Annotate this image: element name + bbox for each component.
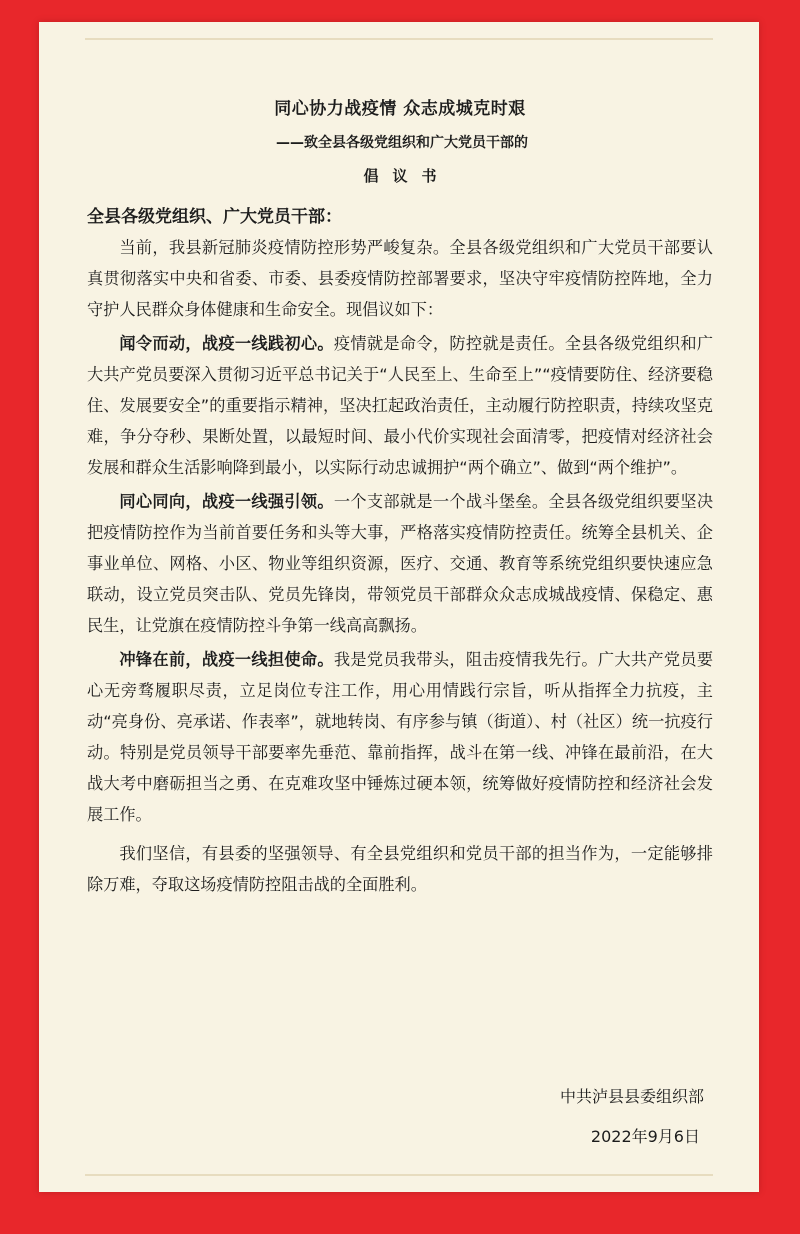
section-lead-3: 冲锋在前，战疫一线担使命。 (119, 650, 334, 669)
document-type-heading: 倡议书 (363, 167, 451, 185)
document-subtitle: ——致全县各级党组织和广大党员干部的 (276, 135, 528, 151)
closing-paragraph: 我们坚信，有县委的坚强领导、有全县党组织和党员干部的担当作为，一定能够排除万难，夺取这场疫情防控阻击战的全面胜利。 (87, 844, 713, 894)
decorative-bottom-rule (85, 1174, 713, 1176)
section-lead-2: 同心同向，战疫一线强引领。 (119, 492, 334, 511)
signature: 中共泸县县委组织部 (559, 1087, 704, 1106)
section-paragraph-2 (87, 486, 713, 641)
section-body-3: 我是党员我带头，阻击疫情我先行。广大共产党员要心无旁骛履职尽责，立足岗位专注工作，用心用情践行宗旨，听从指挥全力抗疫，主动“亮身份、亮承诺、作表率”，就地转岗、有序参与镇（街道）、村（社区）统一抗疫行动。特别是党员领导干部要率先垂范、靠前指挥，战斗在第一线、冲锋在最前沿，在大战大考中磨砺担当之勇、在克难攻坚中锤炼过硬本领，统筹做好疫情防控和经济社会发展工作。 (87, 650, 714, 824)
section-paragraph-3 (87, 644, 713, 830)
document-body (87, 96, 713, 900)
section-lead-1: 闻令而动，战疫一线践初心。 (119, 334, 334, 353)
section-body-1: 疫情就是命令，防控就是责任。全县各级党组织和广大共产党员要深入贯彻习近平总书记关于“人民至上、生命至上”“疫情要防住、经济要稳住、发展要安全”的重要指示精神，坚决扛起政治责任，主动履行防控职责，持续攻坚克难，争分夺秒、果断处置，以最短时间、最小代价实现社会面清零，把疫情对经济社会发展和群众生活影响降到最小，以实际行动忠诚拥护“两个确立”、做到“两个维护”。 (87, 334, 714, 477)
section-paragraph-1 (87, 328, 713, 483)
section-body-2: 一个支部就是一个战斗堡垒。全县各级党组织要坚决把疫情防控作为当前首要任务和头等大事，严格落实疫情防控责任。统筹全县机关、企事业单位、网格、小区、物业等组织资源，医疗、交通、教育等系统党组织要快速应急联动，设立党员突击队、党员先锋岗，带领党员干部群众众志成城战疫情、保稳定、惠民生，让党旗在疫情防控斗争第一线高高飘扬。 (87, 492, 714, 635)
decorative-top-rule (85, 38, 713, 40)
document-date: 2022年9月6日 (590, 1127, 700, 1146)
intro-paragraph: 当前，我县新冠肺炎疫情防控形势严峻复杂。全县各级党组织和广大党员干部要认真贯彻落实中央和省委、市委、县委疫情防控部署要求，坚决守牢疫情防控阵地，全力守护人民群众身体健康和生命安全。现倡议如下： (87, 238, 713, 319)
salutation: 全县各级党组织、广大党员干部： (87, 207, 342, 227)
document-title: 同心协力战疫情 众志成城克时艰 (274, 99, 526, 119)
